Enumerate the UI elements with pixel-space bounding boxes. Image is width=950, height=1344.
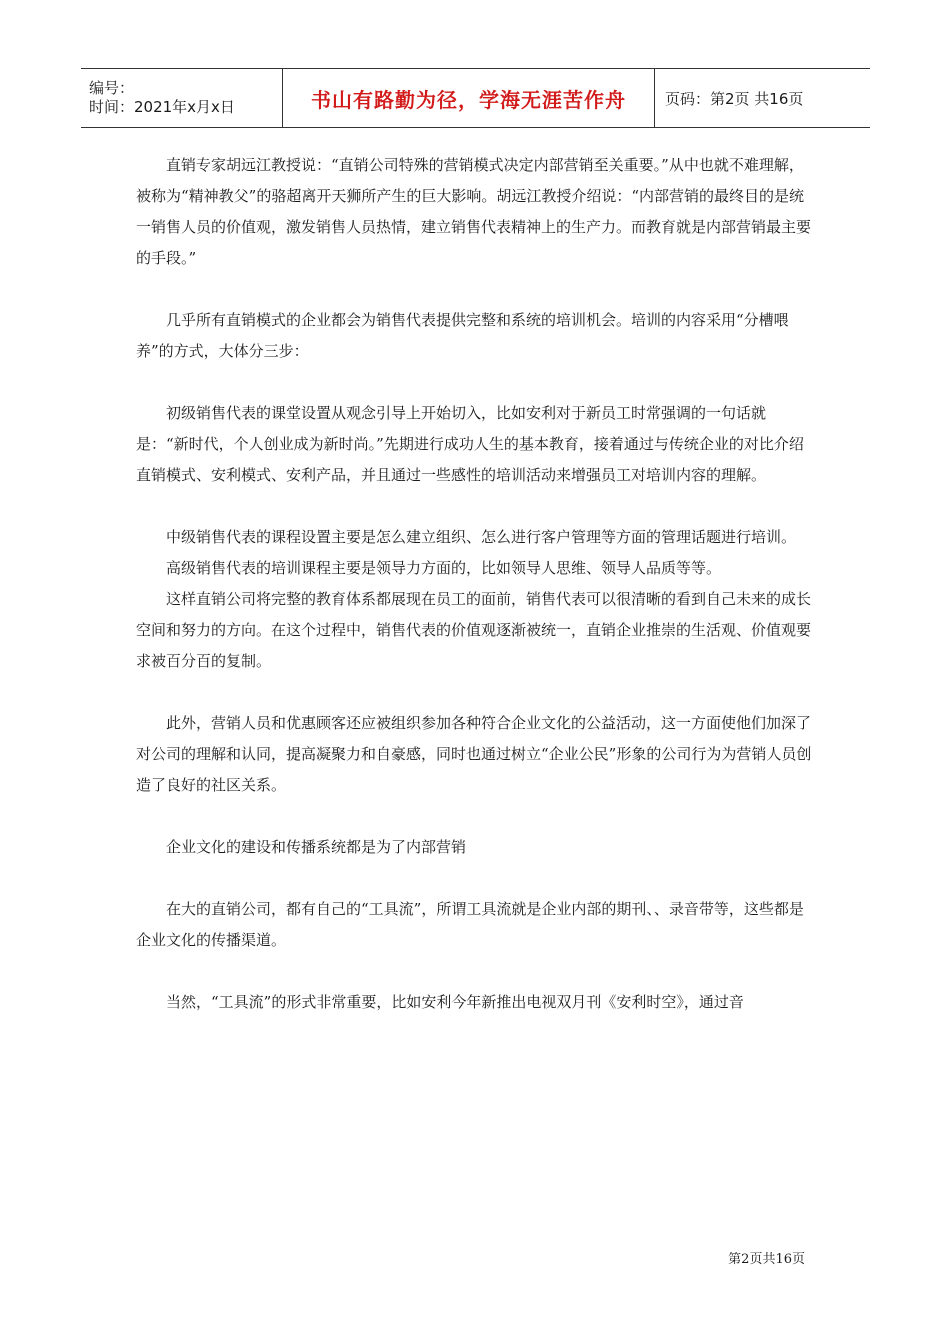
header-motto-cell: [283, 69, 655, 127]
document-body: [136, 150, 816, 1018]
footer-page-number: 第2页共16页: [728, 1252, 805, 1267]
paragraph: 在大的直销公司，都有自己的“工具流”，所谓工具流就是企业内部的期刊、、录音带等，这些都是企业文化的传播渠道。: [136, 900, 804, 949]
header-page-number: 页码：第2页 共16页: [665, 89, 804, 108]
paragraph: 初级销售代表的课堂设置从观念引导上开始切入，比如安利对于新员工时常强调的一句话就是：“新时代，个人创业成为新时尚。”先期进行成功人生的基本教育，接着通过与传统企业的对比介绍直销模式、安利模式、安利产品，并且通过一些感性的培训活动来增强员工对培训内容的理解。: [136, 404, 804, 484]
paragraph: 当然，“工具流”的形式非常重要，比如安利今年新推出电视双月刊《安利时空》，通过音: [166, 993, 744, 1011]
section-heading: 企业文化的建设和传播系统都是为了内部营销: [166, 838, 467, 856]
paragraph: 直销专家胡远江教授说：“直销公司特殊的营销模式决定内部营销至关重要。”从中也就不难理解，被称为“精神教父”的骆超离开天狮所产生的巨大影响。胡远江教授介绍说：“内部营销的最终目的是统一销售人员的价值观，激发销售人员热情，建立销售代表精神上的生产力。而教育就是内部营销最主要的手段。”: [136, 156, 812, 267]
header-motto: 书山有路勤为径，学海无涯苦作舟: [311, 87, 626, 112]
document-date: 时间：2021年x月x日: [89, 98, 235, 116]
document-number: 编号：: [89, 79, 135, 97]
paragraph: 几乎所有直销模式的企业都会为销售代表提供完整和系统的培训机会。培训的内容采用“分槽喂养”的方式，大体分三步：: [136, 311, 789, 360]
paragraph: 中级销售代表的课程设置主要是怎么建立组织、怎么进行客户管理等方面的管理话题进行培训。: [166, 528, 797, 546]
header-table: [81, 68, 870, 128]
paragraph: 此外，营销人员和优惠顾客还应被组织参加各种符合企业文化的公益活动，这一方面使他们加深了对公司的理解和认同，提高凝聚力和自豪感，同时也通过树立“企业公民”形象的公司行为为营销人员创造了良好的社区关系。: [136, 714, 812, 794]
header-meta: [81, 69, 283, 127]
paragraph: 这样直销公司将完整的教育体系都展现在员工的面前，销售代表可以很清晰的看到自己未来的成长空间和努力的方向。在这个过程中，销售代表的价值观逐渐被统一，直销企业推崇的生活观、价值观要求被百分百的复制。: [136, 590, 812, 670]
paragraph: 高级销售代表的培训课程主要是领导力方面的，比如领导人思维、领导人品质等等。: [166, 559, 722, 577]
